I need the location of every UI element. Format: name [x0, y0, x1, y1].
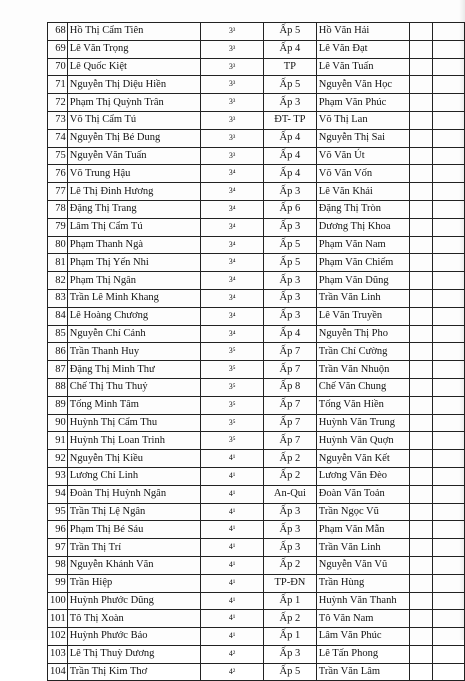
student-name-cell: Đặng Thị Trang	[67, 200, 200, 218]
hamlet-cell: Ấp 2	[264, 556, 317, 574]
row-number-cell: 80	[48, 236, 68, 254]
row-number-cell: 98	[48, 556, 68, 574]
table-row	[48, 165, 465, 183]
roster-body	[48, 23, 465, 681]
empty-cell	[410, 183, 433, 201]
class-cell: 3⁵	[201, 378, 264, 396]
class-cell: 3³	[201, 111, 264, 129]
hamlet-cell: Ấp 3	[264, 645, 317, 663]
hamlet-cell: Ấp 3	[264, 289, 317, 307]
hamlet-cell: Ấp 3	[264, 307, 317, 325]
table-row	[48, 628, 465, 646]
class-cell: 3⁴	[201, 307, 264, 325]
student-name-cell: Phạm Thanh Ngà	[67, 236, 200, 254]
student-roster-table	[47, 22, 465, 681]
empty-cell	[410, 503, 433, 521]
row-number-cell: 75	[48, 147, 68, 165]
hamlet-cell: Ấp 5	[264, 663, 317, 681]
class-cell: 3⁴	[201, 200, 264, 218]
table-row	[48, 343, 465, 361]
table-row	[48, 396, 465, 414]
student-name-cell: Lâm Thị Cẩm Tú	[67, 218, 200, 236]
hamlet-cell: ĐT- TP	[264, 111, 317, 129]
row-number-cell: 78	[48, 200, 68, 218]
hamlet-cell: Ấp 3	[264, 272, 317, 290]
row-number-cell: 68	[48, 23, 68, 41]
parent-name-cell: Nguyễn Thị Sai	[316, 129, 409, 147]
student-name-cell: Phạm Thị Ngân	[67, 272, 200, 290]
class-cell: 4¹	[201, 628, 264, 646]
empty-cell	[410, 111, 433, 129]
class-cell: 4²	[201, 645, 264, 663]
hamlet-cell: Ấp 3	[264, 503, 317, 521]
student-name-cell: Lê Văn Trọng	[67, 40, 200, 58]
empty-cell	[410, 485, 433, 503]
parent-name-cell: Võ Thị Lan	[316, 111, 409, 129]
table-row	[48, 325, 465, 343]
class-cell: 4¹	[201, 539, 264, 557]
hamlet-cell: Ấp 3	[264, 521, 317, 539]
row-number-cell: 97	[48, 539, 68, 557]
class-cell: 3⁵	[201, 414, 264, 432]
row-number-cell: 89	[48, 396, 68, 414]
class-cell: 3³	[201, 58, 264, 76]
student-name-cell: Trần Thị Kim Thơ	[67, 663, 200, 681]
row-number-cell: 87	[48, 361, 68, 379]
student-name-cell: Huỳnh Thị Cẩm Thu	[67, 414, 200, 432]
table-row	[48, 307, 465, 325]
class-cell: 3³	[201, 76, 264, 94]
table-row	[48, 378, 465, 396]
row-number-cell: 103	[48, 645, 68, 663]
table-row	[48, 236, 465, 254]
parent-name-cell: Trần Chí Cường	[316, 343, 409, 361]
table-row	[48, 58, 465, 76]
table-row	[48, 129, 465, 147]
hamlet-cell: Ấp 2	[264, 450, 317, 468]
empty-cell	[410, 129, 433, 147]
hamlet-cell: Ấp 7	[264, 432, 317, 450]
row-number-cell: 99	[48, 574, 68, 592]
empty-cell	[410, 23, 433, 41]
hamlet-cell: Ấp 7	[264, 361, 317, 379]
class-cell: 4²	[201, 663, 264, 681]
empty-cell	[410, 343, 433, 361]
parent-name-cell: Trần Hùng	[316, 574, 409, 592]
table-row	[48, 361, 465, 379]
class-cell: 3⁴	[201, 236, 264, 254]
student-name-cell: Phạm Thị Bé Sáu	[67, 521, 200, 539]
empty-cell	[410, 378, 433, 396]
student-name-cell: Trần Thanh Huy	[67, 343, 200, 361]
student-name-cell: Nguyễn Thị Diệu Hiền	[67, 76, 200, 94]
empty-cell	[410, 663, 433, 681]
table-row	[48, 200, 465, 218]
table-row	[48, 521, 465, 539]
parent-name-cell: Nguyễn Văn Kết	[316, 450, 409, 468]
empty-cell	[410, 467, 433, 485]
row-number-cell: 81	[48, 254, 68, 272]
empty-cell	[410, 432, 433, 450]
parent-name-cell: Trần Văn Linh	[316, 289, 409, 307]
row-number-cell: 72	[48, 94, 68, 112]
row-number-cell: 83	[48, 289, 68, 307]
empty-cell	[410, 76, 433, 94]
class-cell: 4¹	[201, 450, 264, 468]
hamlet-cell: Ấp 8	[264, 378, 317, 396]
empty-cell	[410, 254, 433, 272]
class-cell: 3³	[201, 147, 264, 165]
empty-cell	[410, 539, 433, 557]
row-number-cell: 96	[48, 521, 68, 539]
class-cell: 3⁵	[201, 396, 264, 414]
table-row	[48, 76, 465, 94]
row-number-cell: 102	[48, 628, 68, 646]
student-name-cell: Trần Lê Minh Khang	[67, 289, 200, 307]
hamlet-cell: Ấp 7	[264, 414, 317, 432]
empty-cell	[410, 307, 433, 325]
class-cell: 4¹	[201, 503, 264, 521]
row-number-cell: 88	[48, 378, 68, 396]
parent-name-cell: Trần Văn Nhuộn	[316, 361, 409, 379]
table-row	[48, 272, 465, 290]
empty-cell	[410, 645, 433, 663]
empty-cell	[410, 521, 433, 539]
row-number-cell: 79	[48, 218, 68, 236]
empty-cell	[410, 58, 433, 76]
student-name-cell: Nguyễn Thị Kiều	[67, 450, 200, 468]
table-row	[48, 485, 465, 503]
student-name-cell: Lương Chí Linh	[67, 467, 200, 485]
row-number-cell: 101	[48, 610, 68, 628]
class-cell: 3⁵	[201, 432, 264, 450]
table-row	[48, 645, 465, 663]
table-row	[48, 23, 465, 41]
class-cell: 3³	[201, 40, 264, 58]
table-row	[48, 450, 465, 468]
table-row	[48, 663, 465, 681]
hamlet-cell: Ấp 4	[264, 147, 317, 165]
table-row	[48, 414, 465, 432]
hamlet-cell: Ấp 4	[264, 40, 317, 58]
row-number-cell: 93	[48, 467, 68, 485]
class-cell: 3⁴	[201, 165, 264, 183]
table-row	[48, 539, 465, 557]
parent-name-cell: Phạm Văn Nam	[316, 236, 409, 254]
table-row	[48, 592, 465, 610]
row-number-cell: 92	[48, 450, 68, 468]
student-name-cell: Nguyễn Chí Cảnh	[67, 325, 200, 343]
parent-name-cell: Huỳnh Văn Quợn	[316, 432, 409, 450]
hamlet-cell: Ấp 4	[264, 165, 317, 183]
hamlet-cell: An-Qui	[264, 485, 317, 503]
hamlet-cell: Ấp 1	[264, 628, 317, 646]
student-name-cell: Đặng Thị Minh Thư	[67, 361, 200, 379]
student-name-cell: Lê Thị Đinh Hương	[67, 183, 200, 201]
empty-cell	[410, 165, 433, 183]
class-cell: 3³	[201, 129, 264, 147]
table-row	[48, 503, 465, 521]
class-cell: 4¹	[201, 610, 264, 628]
student-name-cell: Huỳnh Thị Loan Trinh	[67, 432, 200, 450]
table-row	[48, 289, 465, 307]
row-number-cell: 77	[48, 183, 68, 201]
empty-cell	[410, 325, 433, 343]
parent-name-cell: Đoàn Văn Toản	[316, 485, 409, 503]
hamlet-cell: Ấp 7	[264, 396, 317, 414]
class-cell: 4¹	[201, 592, 264, 610]
empty-cell	[410, 236, 433, 254]
parent-name-cell: Dương Thị Khoa	[316, 218, 409, 236]
class-cell: 3⁴	[201, 254, 264, 272]
parent-name-cell: Võ Văn Vốn	[316, 165, 409, 183]
class-cell: 3³	[201, 23, 264, 41]
parent-name-cell: Lê Tấn Phong	[316, 645, 409, 663]
student-name-cell: Chế Thị Thu Thuỷ	[67, 378, 200, 396]
empty-cell	[410, 396, 433, 414]
hamlet-cell: Ấp 4	[264, 325, 317, 343]
parent-name-cell: Hồ Văn Hải	[316, 23, 409, 41]
empty-cell	[410, 610, 433, 628]
hamlet-cell: Ấp 2	[264, 610, 317, 628]
hamlet-cell: Ấp 3	[264, 218, 317, 236]
hamlet-cell: Ấp 3	[264, 94, 317, 112]
parent-name-cell: Trần Văn Lâm	[316, 663, 409, 681]
empty-cell	[410, 361, 433, 379]
hamlet-cell: Ấp 3	[264, 539, 317, 557]
student-name-cell: Lê Thị Thuỳ Dương	[67, 645, 200, 663]
parent-name-cell: Chế Văn Chung	[316, 378, 409, 396]
student-name-cell: Huỳnh Phước Dũng	[67, 592, 200, 610]
table-row	[48, 610, 465, 628]
parent-name-cell: Võ Văn Út	[316, 147, 409, 165]
parent-name-cell: Nguyễn Văn Học	[316, 76, 409, 94]
row-number-cell: 82	[48, 272, 68, 290]
empty-cell	[410, 200, 433, 218]
table-row	[48, 218, 465, 236]
student-name-cell: Nguyễn Thị Bé Dung	[67, 129, 200, 147]
class-cell: 4¹	[201, 556, 264, 574]
row-number-cell: 73	[48, 111, 68, 129]
class-cell: 3⁴	[201, 325, 264, 343]
row-number-cell: 90	[48, 414, 68, 432]
empty-cell	[432, 663, 464, 681]
hamlet-cell: Ấp 5	[264, 23, 317, 41]
class-cell: 3⁴	[201, 289, 264, 307]
parent-name-cell: Lê Văn Truyền	[316, 307, 409, 325]
row-number-cell: 70	[48, 58, 68, 76]
row-number-cell: 76	[48, 165, 68, 183]
empty-cell	[410, 94, 433, 112]
class-cell: 4¹	[201, 574, 264, 592]
parent-name-cell: Trần Văn Linh	[316, 539, 409, 557]
class-cell: 3⁴	[201, 272, 264, 290]
parent-name-cell: Phạm Văn Phúc	[316, 94, 409, 112]
parent-name-cell: Huỳnh Văn Thanh	[316, 592, 409, 610]
class-cell: 4¹	[201, 485, 264, 503]
empty-cell	[410, 289, 433, 307]
scan-shadow-edge	[459, 0, 465, 640]
empty-cell	[410, 628, 433, 646]
class-cell: 3⁴	[201, 183, 264, 201]
hamlet-cell: Ấp 3	[264, 183, 317, 201]
table-row	[48, 111, 465, 129]
table-row	[48, 467, 465, 485]
empty-cell	[432, 645, 464, 663]
student-name-cell: Võ Trung Hậu	[67, 165, 200, 183]
class-cell: 4¹	[201, 521, 264, 539]
empty-cell	[410, 218, 433, 236]
table-row	[48, 254, 465, 272]
student-name-cell: Trần Hiệp	[67, 574, 200, 592]
parent-name-cell: Tô Văn Nam	[316, 610, 409, 628]
student-name-cell: Lê Hoàng Chương	[67, 307, 200, 325]
empty-cell	[410, 450, 433, 468]
student-name-cell: Huỳnh Phước Bảo	[67, 628, 200, 646]
student-name-cell: Tống Minh Tâm	[67, 396, 200, 414]
parent-name-cell: Nguyễn Thị Pho	[316, 325, 409, 343]
table-row	[48, 432, 465, 450]
row-number-cell: 71	[48, 76, 68, 94]
hamlet-cell: Ấp 1	[264, 592, 317, 610]
empty-cell	[410, 40, 433, 58]
empty-cell	[410, 592, 433, 610]
hamlet-cell: Ấp 2	[264, 467, 317, 485]
table-row	[48, 574, 465, 592]
table-row	[48, 147, 465, 165]
student-name-cell: Hồ Thị Cẩm Tiên	[67, 23, 200, 41]
row-number-cell: 74	[48, 129, 68, 147]
table-row	[48, 183, 465, 201]
class-cell: 3⁵	[201, 361, 264, 379]
class-cell: 3⁵	[201, 343, 264, 361]
parent-name-cell: Lâm Văn Phúc	[316, 628, 409, 646]
row-number-cell: 95	[48, 503, 68, 521]
hamlet-cell: Ấp 5	[264, 236, 317, 254]
row-number-cell: 84	[48, 307, 68, 325]
hamlet-cell: Ấp 5	[264, 76, 317, 94]
parent-name-cell: Huỳnh Văn Trung	[316, 414, 409, 432]
parent-name-cell: Lê Văn Khải	[316, 183, 409, 201]
parent-name-cell: Phạm Văn Dũng	[316, 272, 409, 290]
hamlet-cell: Ấp 6	[264, 200, 317, 218]
row-number-cell: 100	[48, 592, 68, 610]
table-row	[48, 40, 465, 58]
hamlet-cell: Ấp 7	[264, 343, 317, 361]
row-number-cell: 104	[48, 663, 68, 681]
student-name-cell: Võ Thị Cẩm Tú	[67, 111, 200, 129]
parent-name-cell: Nguyễn Văn Vũ	[316, 556, 409, 574]
parent-name-cell: Lê Văn Đạt	[316, 40, 409, 58]
empty-cell	[410, 414, 433, 432]
parent-name-cell: Đặng Thị Tròn	[316, 200, 409, 218]
row-number-cell: 85	[48, 325, 68, 343]
row-number-cell: 94	[48, 485, 68, 503]
empty-cell	[410, 147, 433, 165]
parent-name-cell: Lương Văn Đèo	[316, 467, 409, 485]
table-row	[48, 94, 465, 112]
student-name-cell: Trần Thị Trí	[67, 539, 200, 557]
student-name-cell: Lê Quốc Kiệt	[67, 58, 200, 76]
hamlet-cell: Ấp 4	[264, 129, 317, 147]
empty-cell	[410, 272, 433, 290]
hamlet-cell: TP	[264, 58, 317, 76]
class-cell: 3³	[201, 94, 264, 112]
row-number-cell: 69	[48, 40, 68, 58]
student-name-cell: Nguyễn Khánh Văn	[67, 556, 200, 574]
student-name-cell: Nguyễn Văn Tuấn	[67, 147, 200, 165]
student-name-cell: Tô Thị Xoàn	[67, 610, 200, 628]
student-name-cell: Đoàn Thị Huỳnh Ngân	[67, 485, 200, 503]
row-number-cell: 86	[48, 343, 68, 361]
hamlet-cell: TP-ĐN	[264, 574, 317, 592]
row-number-cell: 91	[48, 432, 68, 450]
empty-cell	[410, 556, 433, 574]
table-row	[48, 556, 465, 574]
student-name-cell: Phạm Thị Yến Nhi	[67, 254, 200, 272]
parent-name-cell: Lê Văn Tuấn	[316, 58, 409, 76]
class-cell: 4¹	[201, 467, 264, 485]
student-name-cell: Phạm Thị Quỳnh Trân	[67, 94, 200, 112]
class-cell: 3⁴	[201, 218, 264, 236]
parent-name-cell: Phạm Văn Chiếm	[316, 254, 409, 272]
hamlet-cell: Ấp 5	[264, 254, 317, 272]
parent-name-cell: Tống Văn Hiền	[316, 396, 409, 414]
empty-cell	[410, 574, 433, 592]
student-name-cell: Trần Thị Lệ Ngân	[67, 503, 200, 521]
parent-name-cell: Phạm Văn Mẫn	[316, 521, 409, 539]
parent-name-cell: Trần Ngọc Vũ	[316, 503, 409, 521]
